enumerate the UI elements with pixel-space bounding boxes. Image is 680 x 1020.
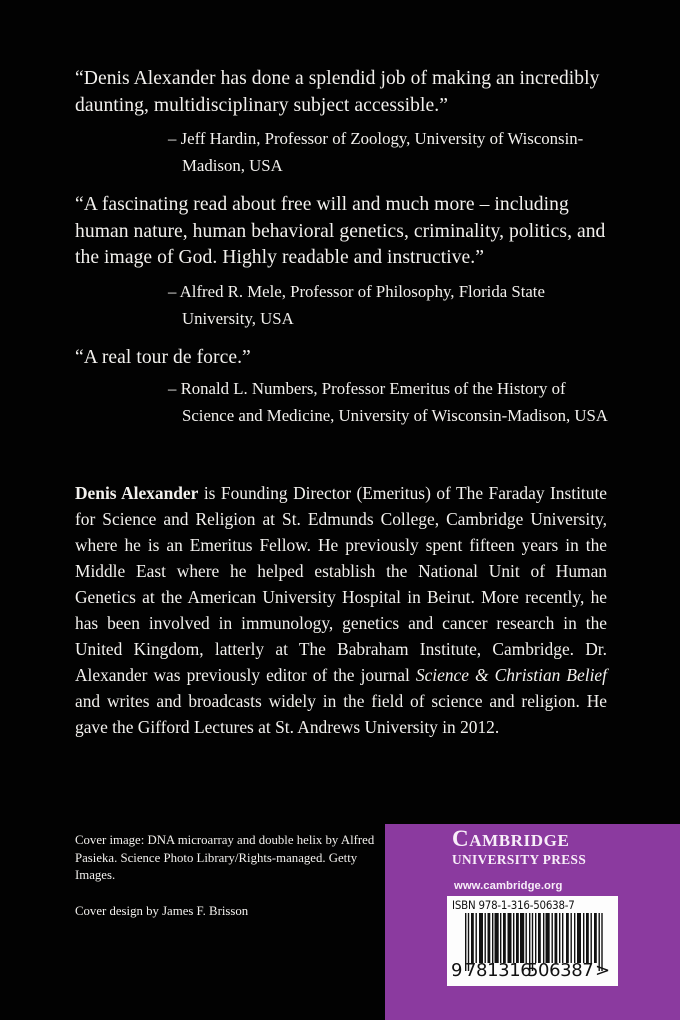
logo-line-university-press: UNIVERSITY PRESS [452, 852, 587, 867]
publisher-url: www.cambridge.org [454, 880, 563, 892]
endorsement-quote: “Denis Alexander has done a splendid job of making an incredibly daunting, multidisciplinary subject accessible.” [75, 68, 600, 116]
publisher-panel [385, 824, 680, 1020]
endorsement [75, 345, 615, 430]
cover-design-credit: Cover design by James F. Brisson [75, 903, 249, 918]
barcode-digits: 9 781316506387> [451, 960, 611, 981]
isbn-label: ISBN 978-1-316-50638-7 [452, 898, 575, 912]
endorsement-attribution: – Jeff Hardin, Professor of Zoology, University of Wisconsin-Madison, USA [168, 129, 584, 175]
publisher-logo [452, 828, 632, 868]
endorsement [75, 66, 615, 179]
bio-text: and writes and broadcasts widely in the field of science and religion. He gave the Gifford Lectures at St. Andrews University in 2012. [75, 691, 607, 737]
cover-image-credit: Cover image: DNA microarray and double helix by Alfred Pasieka. Science Photo Library/Rights-managed. Getty Images. [75, 833, 375, 883]
cover-credits [75, 832, 375, 920]
quiet-zone-arrow-icon: > [595, 960, 611, 981]
bio-text: is Founding Director (Emeritus) of The Faraday Institute for Science and Religion at St. Edmunds College, Cambridge University, where he is an Emeritus Fellow. He previously spent fifteen years in the Middle East where he helped establish the National Unit of Human Genetics at the American University Hospital in Beirut. More recently, he has been involved in immunology, genetics and cancer research in the United Kingdom, latterly at The Babraham Institute, Cambridge. Dr. Alexander was previously editor of the journal [75, 483, 608, 685]
journal-title: Science & Christian Belief [415, 665, 607, 685]
endorsement-quote: “A real tour de force.” [75, 346, 251, 368]
endorsement [75, 192, 615, 332]
isbn-barcode [447, 896, 618, 986]
author-bio [75, 480, 607, 740]
endorsement-attribution: – Ronald L. Numbers, Professor Emeritus of the History of Science and Medicine, University of Wisconsin-Madison, USA [168, 379, 608, 425]
endorsements [75, 66, 615, 442]
endorsement-quote: “A fascinating read about free will and much more – including human nature, human behavioral genetics, criminality, politics, and the image of God. Highly readable and instructive.” [75, 194, 606, 268]
author-name: Denis Alexander [75, 483, 199, 503]
logo-line-cambridge: CAMBRIDGE [452, 826, 570, 851]
endorsement-attribution: – Alfred R. Mele, Professor of Philosophy, Florida State University, USA [168, 281, 545, 328]
